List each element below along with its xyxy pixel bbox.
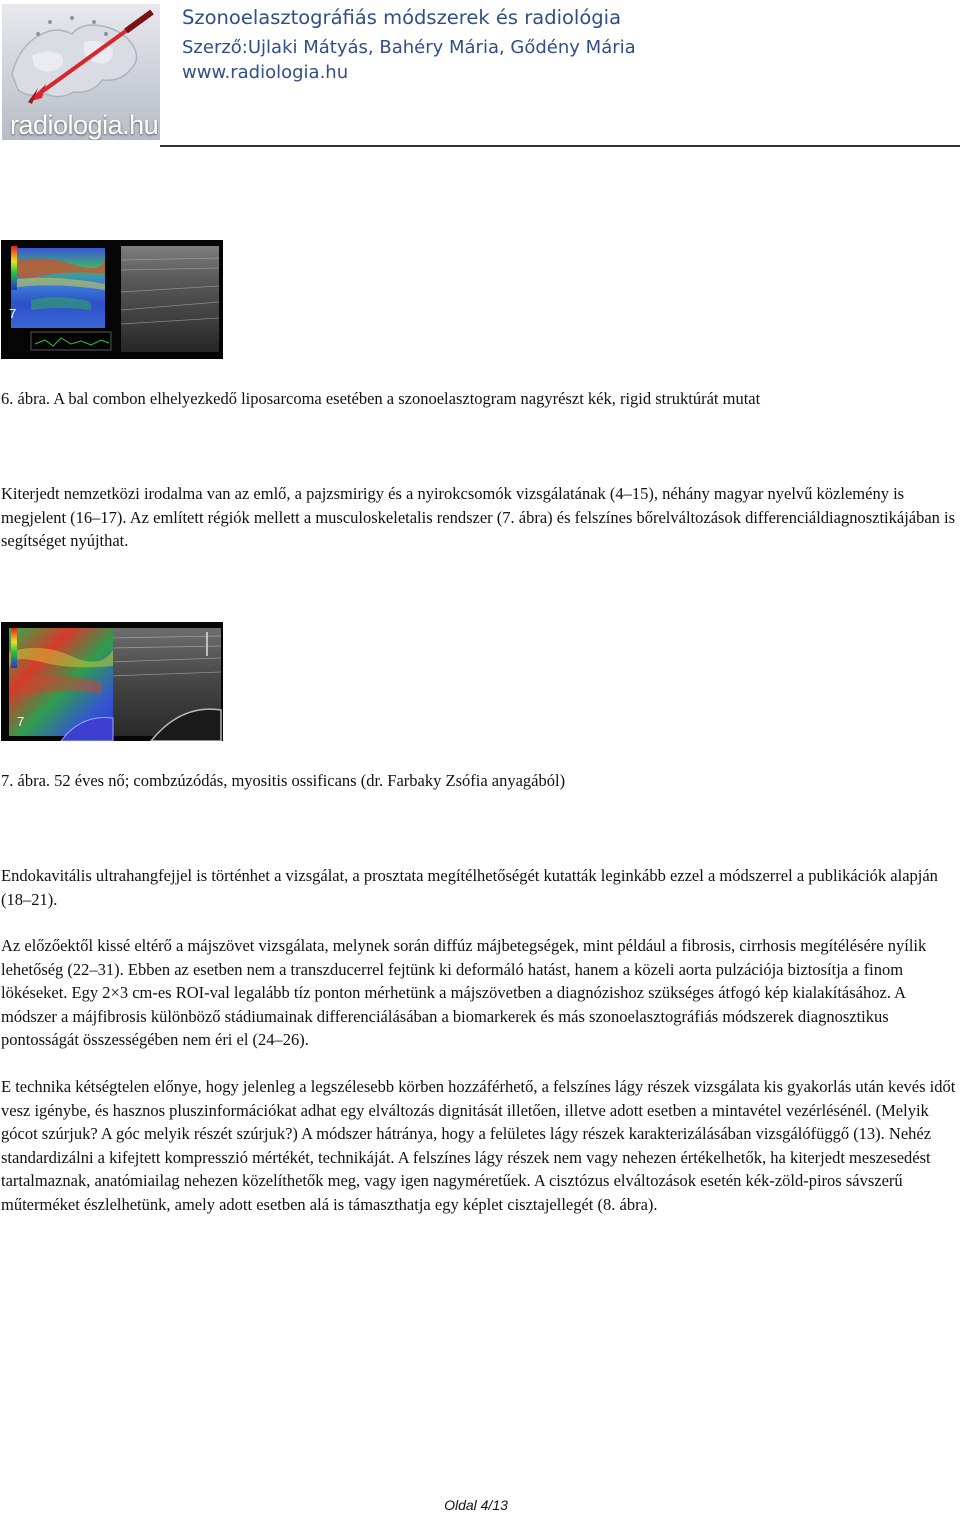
body-paragraph: Kiterjedt nemzetközi irodalma van az emlő, a pajzsmirigy és a nyirokcsomók vizsgálatának (4–15), néhány magyar nyelvű közlemény is megjelent (16–17). Az említett régiók mellett a musculoskeletalis rendszer (7. ábra) és felszínes bőrelváltozások differenciáldiagnosztikájában is segítséget nyújthat. xyxy=(1,484,956,550)
body-paragraph: Az előzőektől kissé eltérő a májszövet vizsgálata, melynek során diffúz májbetegségek, mint például a fibrosis, cirrhosis megítélésére nyílik lehetőség (22–31). Ebben az esetben nem a transzducerrel fejtünk ki deformáló hatást, hanem a közeli aorta pulzációja biztosítja a finom lökéseket. Egy 2×3 cm-es ROI-val legalább tíz ponton mérhetünk a májszövetben a diagnózishoz szükséges átfogó kép kialakításához. A módszer a májfibrosis különböző stádiumainak differenciálásában a biomarkerek és más szonoelasztográfiás módszerek diagnosztikus pontosságát összességében nem éri el (24–26). xyxy=(1,936,927,1049)
header-divider xyxy=(160,145,960,147)
document-title: Szonoelasztográfiás módszerek és radiológia xyxy=(182,6,622,29)
figure-marker: 7 xyxy=(9,306,17,321)
figure-7-ultrasound-image xyxy=(1,622,223,741)
document-authors: Szerző:Ujlaki Mátyás, Bahéry Mária, Gődény Mária xyxy=(182,37,636,58)
figure-6-caption: 6. ábra. A bal combon elhelyezkedő liposarcoma esetében a szonoelasztogram nagyrészt kék, rigid struktúrát mutat xyxy=(1,389,761,408)
website-link[interactable]: www.radiologia.hu xyxy=(182,62,349,83)
figure-7-caption: 7. ábra. 52 éves nő; combzúzódás, myositis ossificans (dr. Farbaky Zsófia anyagából) xyxy=(1,771,566,790)
page-header xyxy=(0,0,960,148)
logo-text: radiologia.hu xyxy=(10,110,159,140)
body-paragraph: E technika kétségtelen előnye, hogy jelenleg a legszélesebb körben hozzáférhető, a felszínes lágy részek vizsgálata kis gyakorlás után kevés időt vesz igénybe, és hasznos pluszinformációkat adhat egy elváltozás dignitását illetően, illetve adott esetben a mintavétel vezérlésénél. (Melyik gócot szúrjuk? A góc melyik részét szúrjuk?) A módszer hátránya, hogy a felületes lágy részek karakterizálásában vizsgálófüggő (13). Nehéz standardizálni a kifejtett kompresszió mértékét, technikáját. A felszínes lágy részek nem vagy nehezen értékelhetők, ha kiterjedt meszesedést tartalmaznak, anatómiailag nehezen közelíthetők meg, vagy igen nagyméretűek. A cisztózus elváltozások esetén kék-zöld-piros sávszerű műterméket észlelhetünk, amely adott esetben alá is támaszthatja egy képlet cisztajellegét (8. ábra). xyxy=(1,1077,956,1214)
radiologia-logo xyxy=(2,4,160,140)
figure-6-ultrasound-image xyxy=(1,240,223,359)
figure-marker: 7 xyxy=(17,714,25,729)
body-paragraph: Endokavitális ultrahangfejjel is történhet a vizsgálat, a prosztata megítélhetőségét kutatták leginkább ezzel a módszerrel a publikációk alapján (18–21). xyxy=(1,866,938,909)
page-number: Oldal 4/13 xyxy=(444,1497,508,1513)
